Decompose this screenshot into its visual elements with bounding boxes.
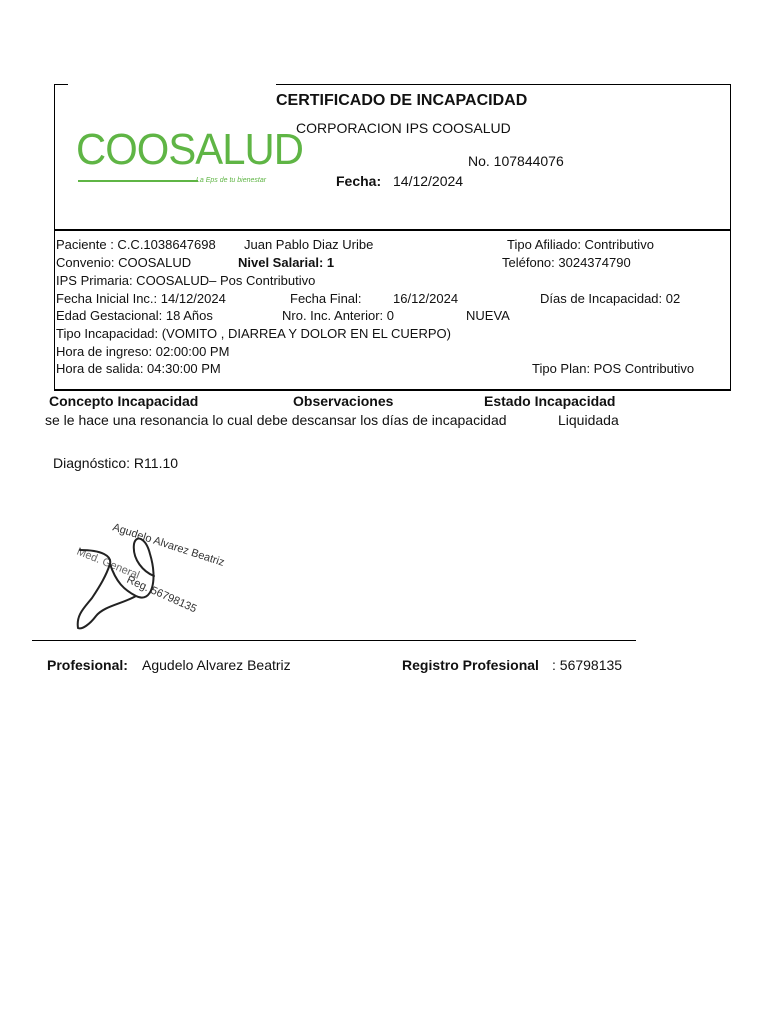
fecha-label: Fecha: [336, 173, 382, 189]
nro-inc-anterior: Nro. Inc. Anterior: 0 [282, 308, 394, 323]
patient-box-bottom-border [54, 389, 731, 391]
diagnostico: Diagnóstico: R11.10 [53, 455, 179, 471]
edad-gestacional: Edad Gestacional: 18 Años [56, 308, 213, 323]
header-box-top-border [276, 84, 731, 85]
logo-wordmark: COOSALUD [76, 125, 304, 174]
profesional-value: Agudelo Alvarez Beatriz [142, 657, 291, 673]
tipo-afiliado: Tipo Afiliado: Contributivo [507, 237, 654, 252]
col-concepto-header: Concepto Incapacidad [49, 393, 199, 409]
logo-tagline: La Eps de tu bienestar [196, 177, 267, 184]
paciente-id: Paciente : C.C.1038647698 [56, 237, 216, 252]
hora-salida: Hora de salida: 04:30:00 PM [56, 361, 221, 376]
fecha-value: 14/12/2024 [393, 173, 464, 189]
fecha-inicial: Fecha Inicial Inc.: 14/12/2024 [56, 291, 226, 306]
header-box-right-border [730, 84, 731, 390]
logo-underline [78, 180, 198, 182]
nivel-salarial: Nivel Salarial: 1 [238, 255, 335, 270]
ips-primaria: IPS Primaria: COOSALUD– Pos Contributivo [56, 273, 316, 288]
paciente-nombre: Juan Pablo Diaz Uribe [244, 237, 374, 252]
col-estado-header: Estado Incapacidad [484, 393, 616, 409]
col-observaciones-header: Observaciones [293, 393, 394, 409]
row-concepto: se le hace una resonancia lo cual debe descansar los días de incapacidad [45, 412, 507, 428]
fecha-final-label: Fecha Final: [290, 291, 362, 306]
stamp-line-3: Reg. 56798135 [124, 573, 199, 616]
registro-label: Registro Profesional [402, 657, 539, 673]
signature-stamp-graphic [66, 520, 238, 632]
stamp-line-1: Agudelo Alvarez Beatriz [111, 521, 226, 569]
telefono: Teléfono: 3024374790 [502, 255, 631, 270]
profesional-label: Profesional: [47, 657, 128, 673]
coosalud-logo [76, 125, 304, 190]
stamp-line-2: Med. General [74, 545, 142, 582]
signature-line [32, 640, 636, 641]
hora-ingreso: Hora de ingreso: 02:00:00 PM [56, 344, 230, 359]
nueva-label: NUEVA [466, 308, 510, 323]
registro-value: : 56798135 [552, 657, 623, 673]
convenio: Convenio: COOSALUD [56, 255, 192, 270]
header-box-top-left-tick [54, 84, 68, 85]
signature-stamp [66, 520, 238, 632]
tipo-incapacidad: Tipo Incapacidad: (VOMITO , DIARREA Y DOLOR EN EL CUERPO) [56, 326, 451, 341]
tipo-plan: Tipo Plan: POS Contributivo [532, 361, 695, 376]
row-estado: Liquidada [558, 412, 619, 428]
dias-incapacidad: Días de Incapacidad: 02 [540, 291, 681, 306]
header-divider [54, 229, 731, 231]
fecha-final-value: 16/12/2024 [393, 291, 459, 306]
header-box-left-border [54, 84, 55, 390]
ips-name: CORPORACION IPS COOSALUD [296, 120, 511, 136]
certificate-number: No. 107844076 [468, 153, 564, 169]
certificate-title: CERTIFICADO DE INCAPACIDAD [276, 92, 528, 109]
